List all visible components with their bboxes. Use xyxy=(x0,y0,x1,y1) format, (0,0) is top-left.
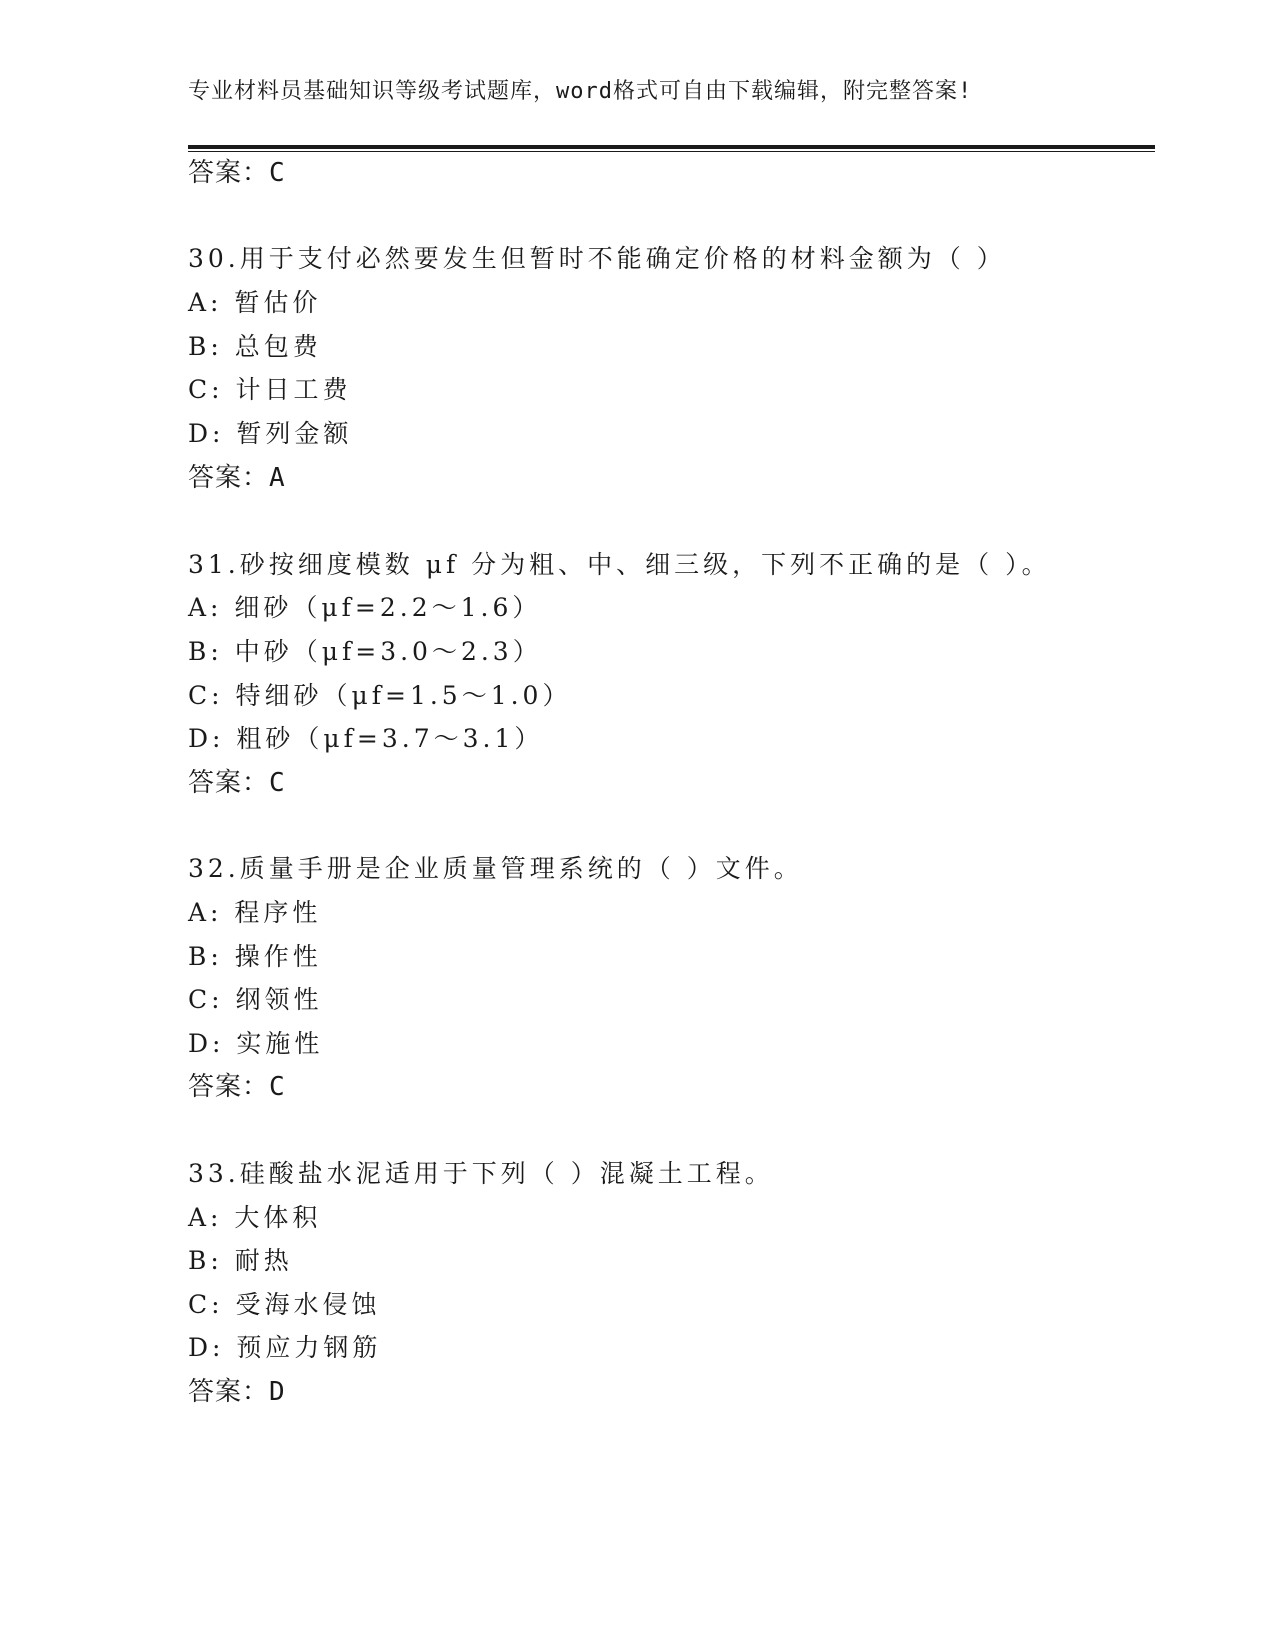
question-answer: 答案：C xyxy=(188,1072,286,1102)
question-option: C: 受海水侵蚀 xyxy=(188,1290,381,1319)
header-rule-thin xyxy=(188,151,1155,152)
question-answer: 答案：A xyxy=(188,463,286,493)
question-option: B: 耐热 xyxy=(188,1246,293,1275)
question-option: D: 预应力钢筋 xyxy=(188,1333,382,1362)
previous-answer: 答案：C xyxy=(188,158,286,188)
question-option: B: 中砂（μf=3.0～2.3） xyxy=(188,637,542,666)
question-option: A: 暂估价 xyxy=(188,288,322,317)
question-stem: 33.硅酸盐水泥适用于下列（ ）混凝土工程。 xyxy=(188,1159,774,1188)
question-option: A: 程序性 xyxy=(188,898,322,927)
question-option: D: 粗砂（μf=3.7～3.1） xyxy=(188,724,544,753)
question-option: D: 实施性 xyxy=(188,1029,324,1058)
question-stem: 31.砂按细度模数 μf 分为粗、中、细三级，下列不正确的是（ ）。 xyxy=(188,550,1051,579)
question-option: B: 总包费 xyxy=(188,332,322,361)
question-option: A: 大体积 xyxy=(188,1203,322,1232)
question-option: C: 特细砂（μf=1.5～1.0） xyxy=(188,681,572,710)
question-option: D: 暂列金额 xyxy=(188,419,353,448)
question-option: A: 细砂（μf=2.2～1.6） xyxy=(188,593,542,622)
question-stem: 30.用于支付必然要发生但暂时不能确定价格的材料金额为（ ） xyxy=(188,244,1006,273)
header-rule-thick xyxy=(188,145,1155,149)
page-header: 专业材料员基础知识等级考试题库，word格式可自由下载编辑，附完整答案! xyxy=(188,79,973,104)
question-answer: 答案：D xyxy=(188,1377,286,1407)
question-stem: 32.质量手册是企业质量管理系统的（ ）文件。 xyxy=(188,854,803,883)
question-option: C: 计日工费 xyxy=(188,375,352,404)
question-answer: 答案：C xyxy=(188,768,286,798)
question-option: C: 纲领性 xyxy=(188,985,323,1014)
question-option: B: 操作性 xyxy=(188,942,322,971)
